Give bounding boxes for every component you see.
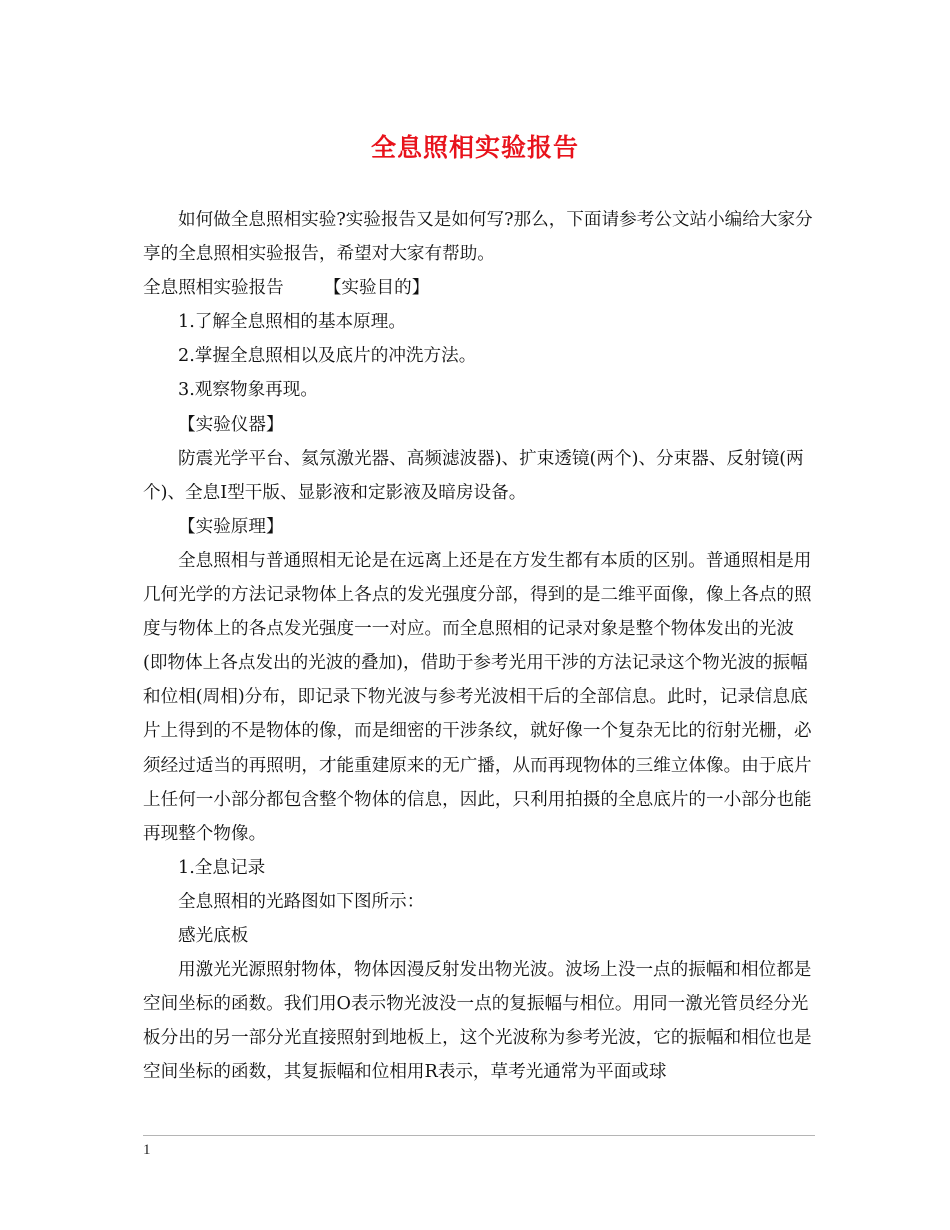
purpose-heading: 【实验目的】 [323,278,430,299]
section1-paragraph: 用激光光源照射物体，物体因漫反射发出物光波。波场上没一点的振幅和相位都是空间坐标的函数。我们用O表示物光波没一点的复振幅与相位。用同一激光管员经分光板分出的另一部分光直接照射到地板上，这个光波称为参考光波，它的振幅和相位也是空间坐标的函数，其复振幅和位相用R表示，草考光通常为平面或球 [143,960,812,1083]
report-label: 全息照相实验报告 [143,278,284,299]
purpose-item: 2.掌握全息照相以及底片的冲洗方法。 [178,346,477,367]
instruments-heading: 【实验仪器】 [178,414,284,435]
intro-paragraph: 如何做全息照相实验?实验报告又是如何写?那么，下面请参考公文站小编给大家分享的全息照相实验报告，希望对大家有帮助。 [143,210,813,265]
page-number: 1 [143,1142,151,1158]
report-label-line [143,271,815,305]
figure-label: 感光底板 [178,925,249,946]
principle-heading: 【实验原理】 [178,516,284,537]
purpose-item: 3.观察物象再现。 [178,380,318,401]
section1-intro: 全息照相的光路图如下图所示： [178,891,425,912]
section1-heading: 1.全息记录 [178,857,266,878]
purpose-item: 1.了解全息照相的基本原理。 [178,312,406,333]
instruments-paragraph: 防震光学平台、氦氖激光器、高频滤波器)、扩束透镜(两个)、分束器、反射镜(两个)、全息Ⅰ型干版、显影液和定影液及暗房设备。 [143,448,804,503]
page-footer [143,1135,815,1158]
document-body [143,203,815,1089]
principle-paragraph: 全息照相与普通照相无论是在远离上还是在方发生都有本质的区别。普通照相是用几何光学的方法记录物体上各点的发光强度分部，得到的是二维平面像，像上各点的照度与物体上的各点发光强度一一对应。而全息照相的记录对象是整个物体发出的光波(即物体上各点发出的光波的叠加)，借助于参考光用干涉的方法记录这个物光波的振幅和位相(周相)分布，即记录下物光波与参考光波相干后的全部信息。此时，记录信息底片上得到的不是物体的像，而是细密的干涉条纹，就好像一个复杂无比的衍射光栅，必须经过适当的再照明，才能重建原来的无广播，从而再现物体的三维立体像。由于底片上任何一小部分都包含整个物体的信息，因此，只利用拍摄的全息底片的一小部分也能再现整个物像。 [143,550,812,844]
document-title: 全息照相实验报告 [370,133,579,162]
